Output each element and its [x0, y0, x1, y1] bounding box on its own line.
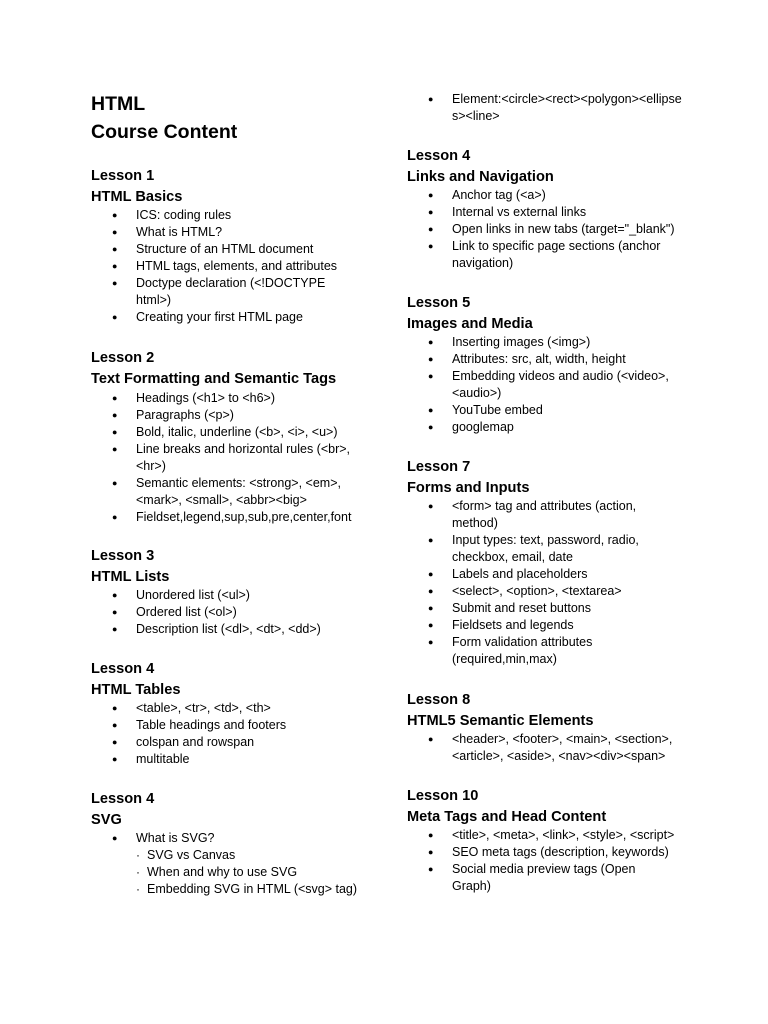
list-item: ● googlemap: [407, 419, 682, 436]
list-item: ● Doctype declaration (<!DOCTYPE html>): [91, 275, 336, 309]
list-item: ● What is SVG? · SVG vs Canvas · When and why to use SVG · Embedding SVG in HTML (<svg> tag): [91, 830, 371, 898]
list-item: ● <form> tag and attributes (action, method): [407, 498, 662, 532]
lesson-title: HTML Basics: [91, 189, 183, 205]
list-item: ● <select>, <option>, <textarea>: [407, 583, 662, 600]
lesson-title: Links and Navigation: [407, 169, 554, 185]
page-title-line1: HTML: [91, 93, 146, 115]
lesson-title: SVG: [91, 812, 122, 828]
list-item: ● HTML tags, elements, and attributes: [91, 258, 351, 275]
list-item: ● Table headings and footers: [91, 717, 361, 734]
list-item: ● Fieldsets and legends: [407, 617, 662, 634]
lesson-title: HTML Tables: [91, 682, 181, 698]
lesson-number: Lesson 8: [407, 692, 471, 708]
lesson-number: Lesson 3: [91, 548, 155, 564]
list-item: ● Social media preview tags (Open Graph): [407, 861, 652, 895]
topic-list: [91, 830, 371, 898]
list-item: ● Creating your first HTML page: [91, 309, 351, 326]
list-item: ● Attributes: src, alt, width, height: [407, 351, 682, 368]
list-item: ● Form validation attributes (required,min,max): [407, 634, 652, 668]
topic-list: [407, 334, 682, 436]
list-item: ● Link to specific page sections (anchor navigation): [407, 238, 682, 272]
list-item: ● <header>, <footer>, <main>, <section>, <article>, <aside>, <nav><div><span>: [407, 731, 707, 765]
lesson-number: Lesson 4: [91, 661, 155, 677]
list-item: ● What is HTML?: [91, 224, 351, 241]
topic-list: [407, 91, 682, 125]
list-item: ● Bold, italic, underline (<b>, <i>, <u>): [91, 424, 361, 441]
list-item: ● colspan and rowspan: [91, 734, 361, 751]
list-item: ● <title>, <meta>, <link>, <style>, <script>: [407, 827, 687, 844]
list-item: ● multitable: [91, 751, 361, 768]
page-title-line2: Course Content: [91, 121, 238, 143]
list-item: ● Structure of an HTML document: [91, 241, 351, 258]
list-item: ● Ordered list (<ol>): [91, 604, 361, 621]
list-item: ● Embedding videos and audio (<video>, <audio>): [407, 368, 682, 402]
topic-list: [407, 731, 707, 765]
topic-list: [91, 390, 361, 526]
topic-list: [91, 207, 351, 326]
lesson-title: Images and Media: [407, 316, 533, 332]
topic-list: [407, 187, 682, 272]
lesson-title: Meta Tags and Head Content: [407, 809, 607, 825]
lesson-number: Lesson 5: [407, 295, 471, 311]
list-item: ● Open links in new tabs (target="_blank"): [407, 221, 682, 238]
list-item: ● Semantic elements: <strong>, <em>, <mark>, <small>, <abbr><big>: [91, 475, 356, 509]
list-item: ● <table>, <tr>, <td>, <th>: [91, 700, 361, 717]
list-item: ● Input types: text, password, radio, checkbox, email, date: [407, 532, 662, 566]
lesson-title: Text Formatting and Semantic Tags: [91, 371, 337, 387]
list-item: ● Submit and reset buttons: [407, 600, 662, 617]
topic-list: [407, 498, 662, 668]
sub-topic-list: [136, 847, 371, 898]
list-item: ● Element:<circle><rect><polygon><ellipses><line>: [407, 91, 682, 125]
sub-list-item: · SVG vs Canvas: [136, 847, 371, 864]
lesson-title: HTML Lists: [91, 569, 170, 585]
list-item: ● SEO meta tags (description, keywords): [407, 844, 687, 861]
list-item: ● Headings (<h1> to <h6>): [91, 390, 361, 407]
lesson-number: Lesson 4: [91, 791, 155, 807]
lesson-number: Lesson 1: [91, 168, 155, 184]
list-item: ● Fieldset,legend,sup,sub,pre,center,font: [91, 509, 361, 526]
lesson-title: Forms and Inputs: [407, 480, 530, 496]
lesson-number: Lesson 7: [407, 459, 471, 475]
sub-list-item: · Embedding SVG in HTML (<svg> tag): [136, 881, 371, 898]
list-item: ● Anchor tag (<a>): [407, 187, 682, 204]
lesson-title: HTML5 Semantic Elements: [407, 713, 594, 729]
list-item: ● ICS: coding rules: [91, 207, 351, 224]
list-item: ● YouTube embed: [407, 402, 682, 419]
sub-list-item: · When and why to use SVG: [136, 864, 371, 881]
list-item: ● Line breaks and horizontal rules (<br>, <hr>): [91, 441, 356, 475]
list-item: ● Internal vs external links: [407, 204, 682, 221]
list-item: ● Paragraphs (<p>): [91, 407, 361, 424]
topic-list: [91, 700, 361, 768]
topic-list: [407, 827, 687, 895]
lesson-number: Lesson 4: [407, 148, 471, 164]
list-item: ● Inserting images (<img>): [407, 334, 682, 351]
list-item: ● Unordered list (<ul>): [91, 587, 361, 604]
list-item: ● Labels and placeholders: [407, 566, 662, 583]
lesson-number: Lesson 10: [407, 788, 479, 804]
lesson-number: Lesson 2: [91, 350, 155, 366]
topic-list: [91, 587, 361, 638]
list-item: ● Description list (<dl>, <dt>, <dd>): [91, 621, 361, 638]
